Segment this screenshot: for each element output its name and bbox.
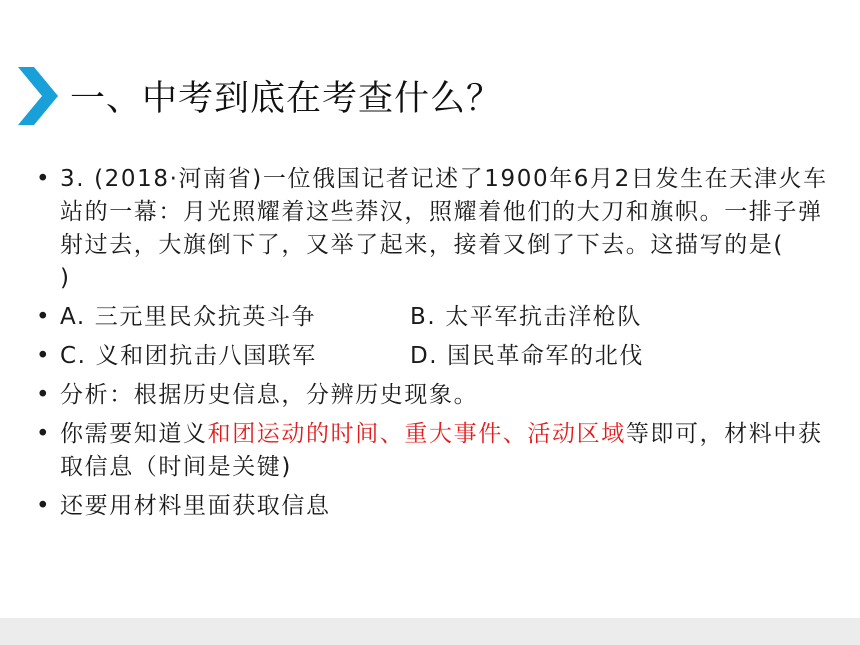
chevron-right-icon	[18, 67, 58, 125]
option-row	[60, 301, 836, 334]
need-suffix: 等即可，材料中获取信息（时间是关键)	[60, 421, 823, 480]
need-highlight: 和团运动的时间、重大事件、活动区域	[207, 421, 626, 447]
need-prefix: 你需要知道义	[60, 421, 208, 447]
bullet: •	[36, 166, 52, 192]
question-body: 一位俄国记者记述了1900年6月2日发生在天津火车站的一幕：月光照耀着这些莽汉，照耀着他们的大刀和旗帜。一排子弹射过去，大旗倒下了，又举了起来，接着又倒了下去。这描写的是(	[60, 166, 828, 258]
options-row-2	[36, 340, 836, 373]
option-a: A. 三元里民众抗英斗争	[60, 304, 317, 330]
analysis-item	[36, 379, 836, 412]
question-text	[60, 163, 836, 295]
bullet: •	[36, 343, 52, 369]
extra-item	[36, 490, 836, 523]
option-c: C. 义和团抗击八国联军	[60, 343, 317, 369]
option-d: D. 国民革命军的北伐	[410, 343, 644, 369]
content-list	[36, 163, 836, 529]
analysis-text: 分析：根据历史信息，分辨历史现象。	[60, 382, 479, 408]
need-text	[60, 418, 836, 484]
bullet: •	[36, 493, 52, 519]
title-row	[18, 66, 502, 126]
bullet: •	[36, 304, 52, 330]
question-number: 3.	[60, 166, 86, 192]
question-source: (2018·河南省)	[94, 166, 263, 192]
slide-title: 一、中考到底在考查什么？	[70, 79, 503, 119]
question-item	[36, 163, 836, 295]
option-b: B. 太平军抗击洋枪队	[410, 304, 643, 330]
bullet: •	[36, 382, 52, 408]
option-row	[60, 340, 836, 373]
footer-band	[0, 618, 860, 645]
bullet: •	[36, 421, 52, 447]
question-close-paren: )	[60, 265, 71, 291]
extra-text: 还要用材料里面获取信息	[60, 493, 331, 519]
need-item	[36, 418, 836, 484]
options-row-1	[36, 301, 836, 334]
